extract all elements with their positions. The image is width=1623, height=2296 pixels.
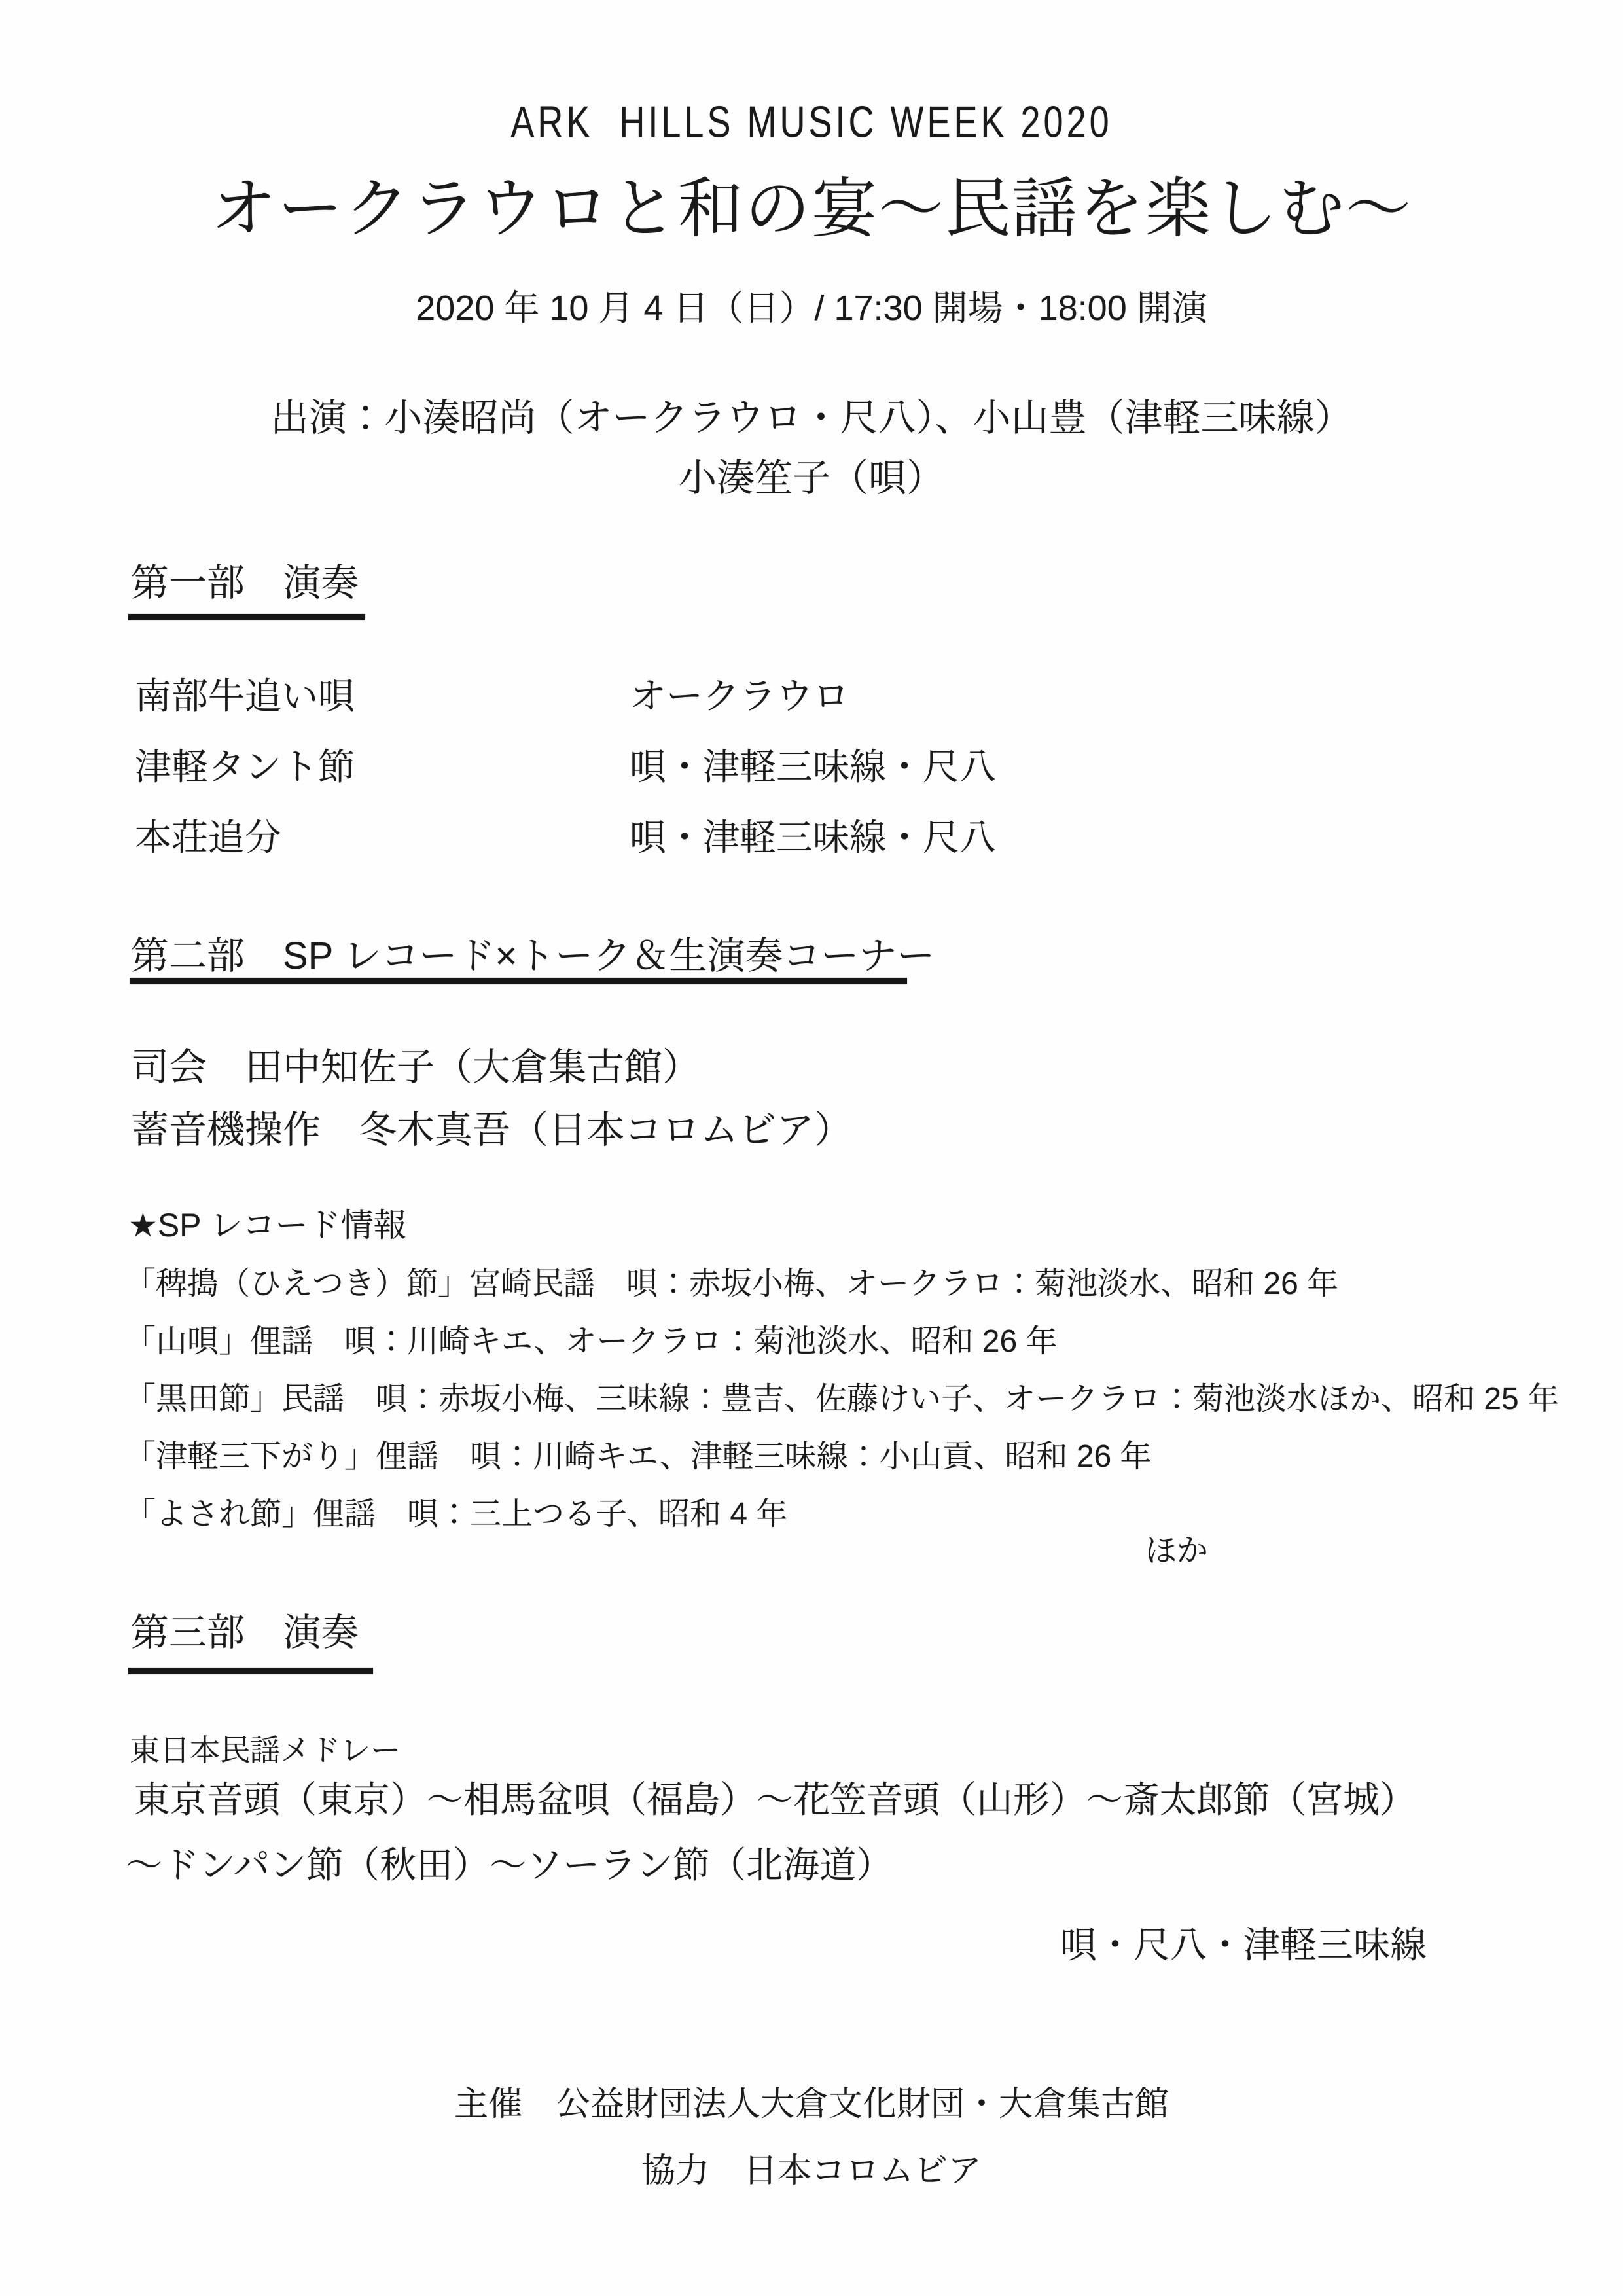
song-instruments: 唄・津軽三味線・尺八 [630, 817, 996, 858]
part1-heading-underline [128, 614, 365, 620]
part1-heading: 第一部 演奏 [131, 562, 359, 604]
medley-label: 東日本民謡メドレー [130, 1733, 401, 1767]
song-instruments: 唄・津軽三味線・尺八 [630, 746, 996, 787]
sp-record-entry: 「黒田節」民謡 唄：赤坂小梅、三味線：豊吉、佐藤けい子、オークラロ：菊池淡水ほか、昭和 25 年 [124, 1382, 1560, 1416]
sp-record-entry: 「よされ節」俚謡 唄：三上つる子、昭和 4 年 [124, 1497, 788, 1532]
song-title: 南部牛追い唄 [135, 675, 355, 717]
performers-line-1: 出演：小湊昭尚（オークラウロ・尺八）、小山豊（津軽三味線） [270, 397, 1353, 439]
part3-heading-underline [128, 1668, 373, 1674]
song-title: 津軽タント節 [135, 746, 355, 787]
part2-heading-underline [130, 978, 907, 984]
medley-line-1: 東京音頭（東京）～相馬盆唄（福島）～花笠音頭（山形）～斎太郎節（宮城） [134, 1779, 1416, 1820]
part3-heading: 第三部 演奏 [131, 1611, 359, 1654]
event-datetime: 2020 年 10 月 4 日（日）/ 17:30 開場・18:00 開演 [416, 289, 1207, 328]
etc-note: ほか [1145, 1534, 1209, 1568]
sp-record-info-heading: ★SP レコード情報 [128, 1207, 406, 1244]
mc-credit: 司会 田中知佐子（大倉集古館） [131, 1046, 701, 1088]
gramophone-operator-credit: 蓄音機操作 冬木真吾（日本コロムビア） [131, 1109, 853, 1151]
medley-line-2: ～ドンパン節（秋田）～ソーラン節（北海道） [126, 1844, 893, 1886]
sp-record-entry: 「稗搗（ひえつき）節」宮崎民謡 唄：赤坂小梅、オークラロ：菊池淡水、昭和 26 年 [124, 1266, 1339, 1301]
program-title: オークラウロと和の宴～民謡を楽しむ～ [211, 172, 1412, 245]
organizer-credit: 主催 公益財団法人大倉文化財団・大倉集古館 [454, 2085, 1169, 2123]
part3-instruments: 唄・尺八・津軽三味線 [1060, 1924, 1427, 1965]
sp-record-entry: 「山唄」俚謡 唄：川崎キエ、オークラロ：菊池淡水、昭和 26 年 [124, 1324, 1058, 1359]
performers-line-2: 小湊笙子（唄） [678, 457, 944, 499]
song-title: 本荘追分 [135, 817, 281, 858]
song-instruments: オークラウロ [630, 675, 849, 717]
part2-heading: 第二部 SP レコード×トーク＆生演奏コーナー [131, 935, 935, 977]
cooperation-credit: 協力 日本コロムビア [641, 2152, 982, 2190]
event-name: ARK HILLS MUSIC WEEK 2020 [510, 98, 1113, 147]
sp-record-entry: 「津軽三下がり」俚謡 唄：川崎キエ、津軽三味線：小山貢、昭和 26 年 [124, 1439, 1152, 1474]
